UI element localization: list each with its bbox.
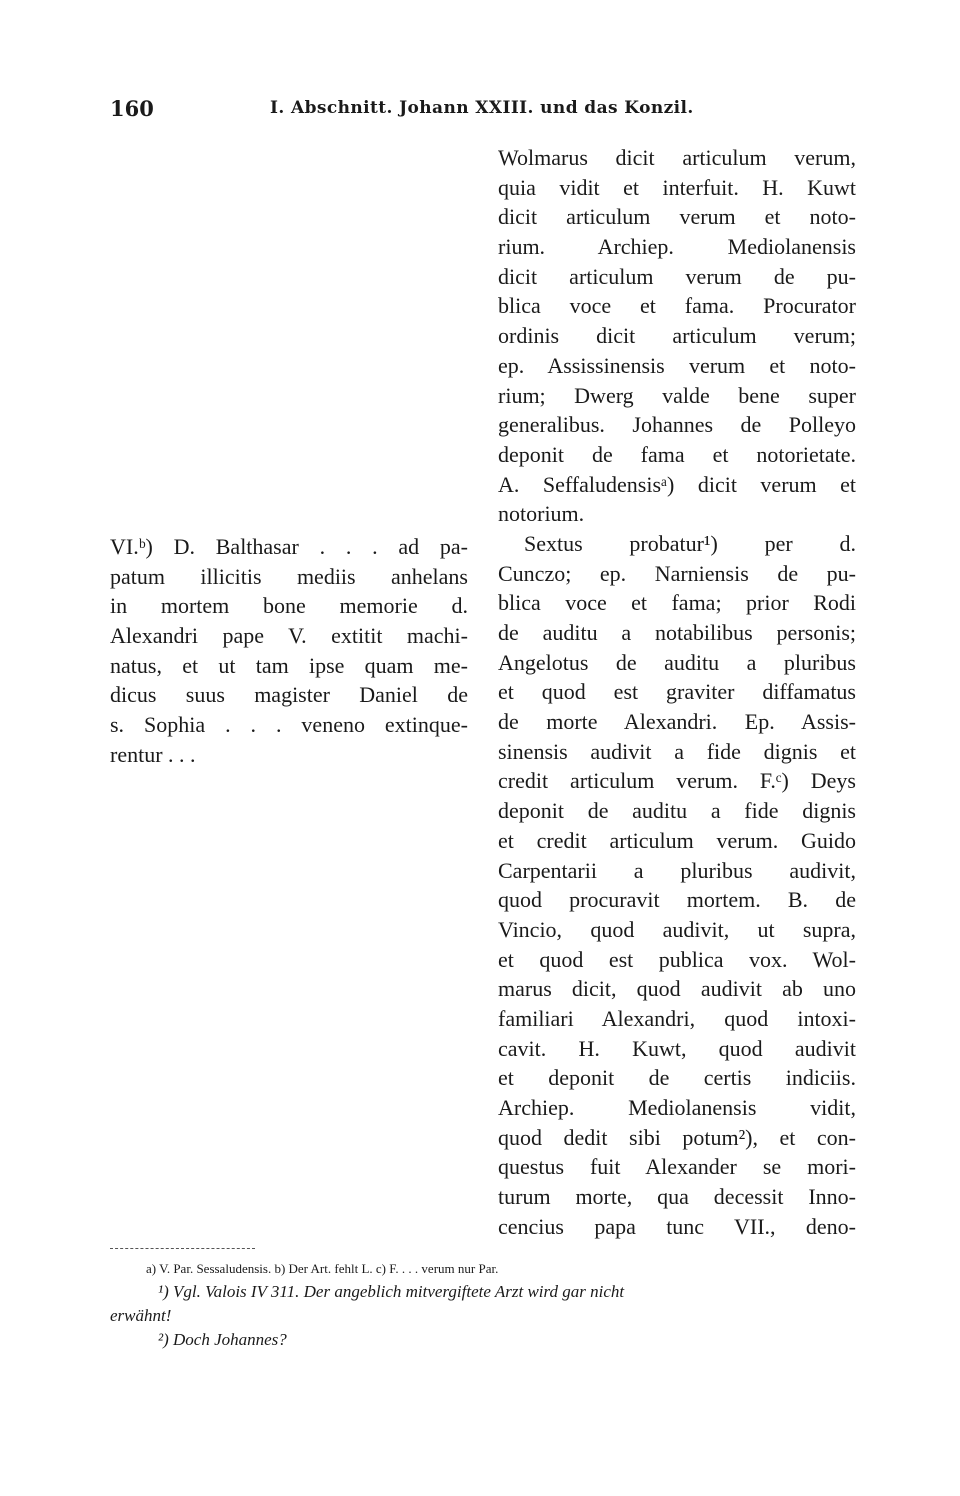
right-line: cencius papa tunc VII., deno- bbox=[498, 1213, 856, 1239]
right-line: Wolmarus dicit articulum verum, bbox=[498, 145, 856, 170]
left-column bbox=[110, 532, 468, 770]
right-line: et quod est publica vox. Wol- bbox=[498, 946, 856, 972]
right-line: ordinis dicit articulum verum; bbox=[498, 323, 856, 349]
right-line: blica voce et fama. Procurator bbox=[498, 293, 856, 319]
left-line: dicus suus magister Daniel de bbox=[110, 682, 468, 708]
right-line: et quod est graviter diffamatus bbox=[498, 679, 856, 705]
right-line: credit articulum verum. F.ᶜ) Deys bbox=[498, 768, 856, 794]
right-line: dicit articulum verum de pu- bbox=[498, 263, 856, 289]
right-line: rium; Dwerg valde bene super bbox=[498, 382, 856, 408]
right-line: quia vidit et interfuit. H. Kuwt bbox=[498, 174, 856, 200]
right-line: quod procuravit mortem. B. de bbox=[498, 887, 856, 913]
right-line: Sextus probatur¹) per d. bbox=[524, 530, 856, 556]
right-line: sinensis audivit a fide dignis et bbox=[498, 738, 856, 764]
left-line: VI.ᵇ) D. Balthasar . . . ad pa- bbox=[110, 534, 468, 559]
page-number: 160 bbox=[110, 96, 154, 121]
left-line: rentur . . . bbox=[110, 741, 196, 767]
right-line: et deponit de certis indiciis. bbox=[498, 1065, 856, 1091]
right-line: notorium. bbox=[498, 501, 585, 527]
right-line: Archiep. Mediolanensis vidit, bbox=[498, 1095, 856, 1120]
right-line: turum morte, qua decessit Inno- bbox=[498, 1184, 856, 1210]
left-line: Alexandri pape V. extitit machi- bbox=[110, 623, 468, 649]
right-line: questus fuit Alexander se mori- bbox=[498, 1154, 856, 1180]
right-line: cavit. H. Kuwt, quod audivit bbox=[498, 1035, 856, 1061]
right-line: de morte Alexandri. Ep. Assis- bbox=[498, 709, 856, 735]
right-line: quod dedit sibi potum²), et con- bbox=[498, 1124, 856, 1150]
left-line: patum illicitis mediis anhelans bbox=[110, 563, 468, 589]
left-line: in mortem bone memorie d. bbox=[110, 593, 468, 619]
right-line: Cunczo; ep. Narniensis de pu- bbox=[498, 560, 856, 586]
footnotes bbox=[110, 1258, 856, 1352]
footnote-divider bbox=[110, 1248, 255, 1249]
footnote-1-continuation: erwähnt! bbox=[110, 1306, 172, 1325]
right-line: rium. Archiep. Mediolanensis bbox=[498, 234, 856, 260]
right-line: generalibus. Johannes de Polleyo bbox=[498, 412, 856, 438]
right-line: Vincio, quod audivit, ut supra, bbox=[498, 916, 856, 942]
right-line: familiari Alexandri, quod intoxi- bbox=[498, 1005, 856, 1031]
footnote-1: ¹) Vgl. Valois IV 311. Der angeblich mitvergiftete Arzt wird gar nicht bbox=[158, 1282, 625, 1301]
right-line: de auditu a notabilibus personis; bbox=[498, 620, 856, 645]
left-line: natus, et ut tam ipse quam me- bbox=[110, 652, 468, 678]
running-head: I. Abschnitt. Johann XXIII. und das Konzil. bbox=[270, 98, 694, 118]
right-line: blica voce et fama; prior Rodi bbox=[498, 590, 856, 616]
right-line: A. Seffaludensisᵃ) dicit verum et bbox=[498, 471, 856, 497]
footnote-2: ²) Doch Johannes? bbox=[158, 1330, 287, 1349]
right-line: Angelotus de auditu a pluribus bbox=[498, 649, 856, 675]
footnote-variants: a) V. Par. Sessaludensis. b) Der Art. fehlt L. c) F. . . . verum nur Par. bbox=[146, 1261, 499, 1276]
right-line: marus dicit, quod audivit ab uno bbox=[498, 976, 856, 1002]
right-column bbox=[498, 143, 856, 1241]
right-line: et credit articulum verum. Guido bbox=[498, 827, 856, 853]
left-line: s. Sophia . . . veneno extinque- bbox=[110, 712, 468, 738]
right-line: deponit de fama et notorietate. bbox=[498, 441, 856, 467]
right-line: Carpentarii a pluribus audivit, bbox=[498, 857, 856, 883]
right-line: ep. Assissinensis verum et noto- bbox=[498, 352, 856, 378]
right-line: dicit articulum verum et noto- bbox=[498, 204, 856, 230]
right-line: deponit de auditu a fide dignis bbox=[498, 798, 856, 824]
